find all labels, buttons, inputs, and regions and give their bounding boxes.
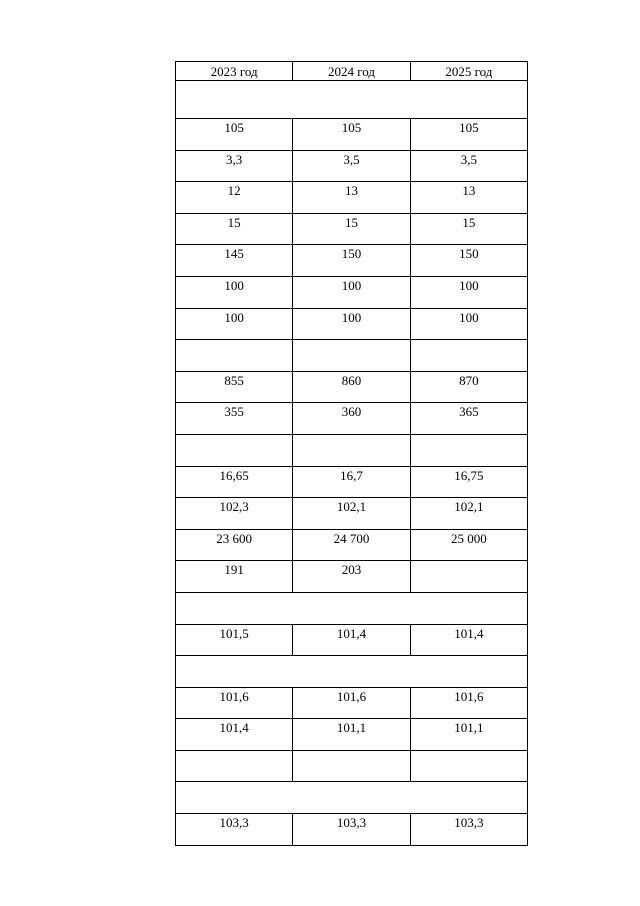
table-cell-2024: 101,4	[293, 624, 410, 656]
table-cell-2023	[176, 340, 293, 372]
table-cell-2025: 365	[410, 403, 527, 435]
section-spacer-cell	[176, 656, 528, 688]
table-cell-2025: 100	[410, 276, 527, 308]
table-cell-2025	[410, 750, 527, 782]
table-cell-2024: 101,1	[293, 719, 410, 751]
table-cell-2025: 16,75	[410, 466, 527, 498]
table-cell-2023: 101,6	[176, 687, 293, 719]
table-row	[176, 213, 528, 245]
table-cell-2024	[293, 434, 410, 466]
table-cell-2024: 24 700	[293, 529, 410, 561]
table-cell-2025	[410, 434, 527, 466]
table-cell-2024: 13	[293, 182, 410, 214]
table-cell-2024: 16,7	[293, 466, 410, 498]
table-row	[176, 403, 528, 435]
table-header	[176, 62, 528, 81]
table-row	[176, 561, 528, 593]
table-row	[176, 750, 528, 782]
header-cell-2024: 2024 год	[293, 62, 410, 81]
table-row	[176, 782, 528, 814]
header-cell-2025: 2025 год	[410, 62, 527, 81]
table-cell-2025: 105	[410, 119, 527, 151]
table-row	[176, 340, 528, 372]
table-row	[176, 308, 528, 340]
table-cell-2025	[410, 340, 527, 372]
table-row	[176, 182, 528, 214]
table-cell-2025: 15	[410, 213, 527, 245]
table-cell-2024: 203	[293, 561, 410, 593]
table-cell-2024: 360	[293, 403, 410, 435]
table-row	[176, 434, 528, 466]
table-cell-2023: 100	[176, 308, 293, 340]
table-cell-2025: 101,6	[410, 687, 527, 719]
table-row	[176, 119, 528, 151]
table-row	[176, 276, 528, 308]
table-cell-2023: 145	[176, 245, 293, 277]
table-cell-2023: 102,3	[176, 498, 293, 530]
table-row	[176, 814, 528, 846]
table-cell-2023: 16,65	[176, 466, 293, 498]
table-cell-2024: 15	[293, 213, 410, 245]
table-cell-2024: 100	[293, 308, 410, 340]
header-row	[176, 62, 528, 81]
table-cell-2023	[176, 434, 293, 466]
table-cell-2023: 100	[176, 276, 293, 308]
table-cell-2023	[176, 750, 293, 782]
table-row	[176, 371, 528, 403]
table-cell-2025: 13	[410, 182, 527, 214]
table-cell-2024: 860	[293, 371, 410, 403]
table-cell-2024: 150	[293, 245, 410, 277]
table-cell-2025: 100	[410, 308, 527, 340]
table-cell-2024	[293, 750, 410, 782]
table-cell-2024: 3,5	[293, 150, 410, 182]
table-row	[176, 687, 528, 719]
table-cell-2023: 23 600	[176, 529, 293, 561]
table-cell-2025: 150	[410, 245, 527, 277]
table-cell-2023: 15	[176, 213, 293, 245]
table-row	[176, 592, 528, 624]
table-row	[176, 529, 528, 561]
section-spacer-cell	[176, 81, 528, 119]
table-cell-2025: 102,1	[410, 498, 527, 530]
table-row	[176, 466, 528, 498]
section-spacer-cell	[176, 782, 528, 814]
table-cell-2024: 100	[293, 276, 410, 308]
forecast-table	[175, 61, 528, 846]
section-spacer-cell	[176, 592, 528, 624]
table-cell-2023: 103,3	[176, 814, 293, 846]
table-row	[176, 245, 528, 277]
table-row	[176, 656, 528, 688]
table-cell-2024	[293, 340, 410, 372]
table-cell-2023: 355	[176, 403, 293, 435]
table-cell-2024: 102,1	[293, 498, 410, 530]
table-cell-2024: 105	[293, 119, 410, 151]
table-row	[176, 719, 528, 751]
header-cell-2023: 2023 год	[176, 62, 293, 81]
table-cell-2025: 101,1	[410, 719, 527, 751]
table-row	[176, 498, 528, 530]
table-cell-2023: 12	[176, 182, 293, 214]
table-cell-2024: 101,6	[293, 687, 410, 719]
table-cell-2025: 870	[410, 371, 527, 403]
table-cell-2023: 3,3	[176, 150, 293, 182]
table-cell-2025: 25 000	[410, 529, 527, 561]
table-body	[176, 81, 528, 846]
table-row	[176, 150, 528, 182]
table-cell-2025: 103,3	[410, 814, 527, 846]
table-cell-2025: 101,4	[410, 624, 527, 656]
table-cell-2023: 101,4	[176, 719, 293, 751]
table-cell-2025: 3,5	[410, 150, 527, 182]
table-cell-2023: 105	[176, 119, 293, 151]
table-row	[176, 81, 528, 119]
table-row	[176, 624, 528, 656]
table-cell-2023: 855	[176, 371, 293, 403]
table-cell-2023: 101,5	[176, 624, 293, 656]
table-cell-2023: 191	[176, 561, 293, 593]
table-cell-2025	[410, 561, 527, 593]
table-cell-2024: 103,3	[293, 814, 410, 846]
